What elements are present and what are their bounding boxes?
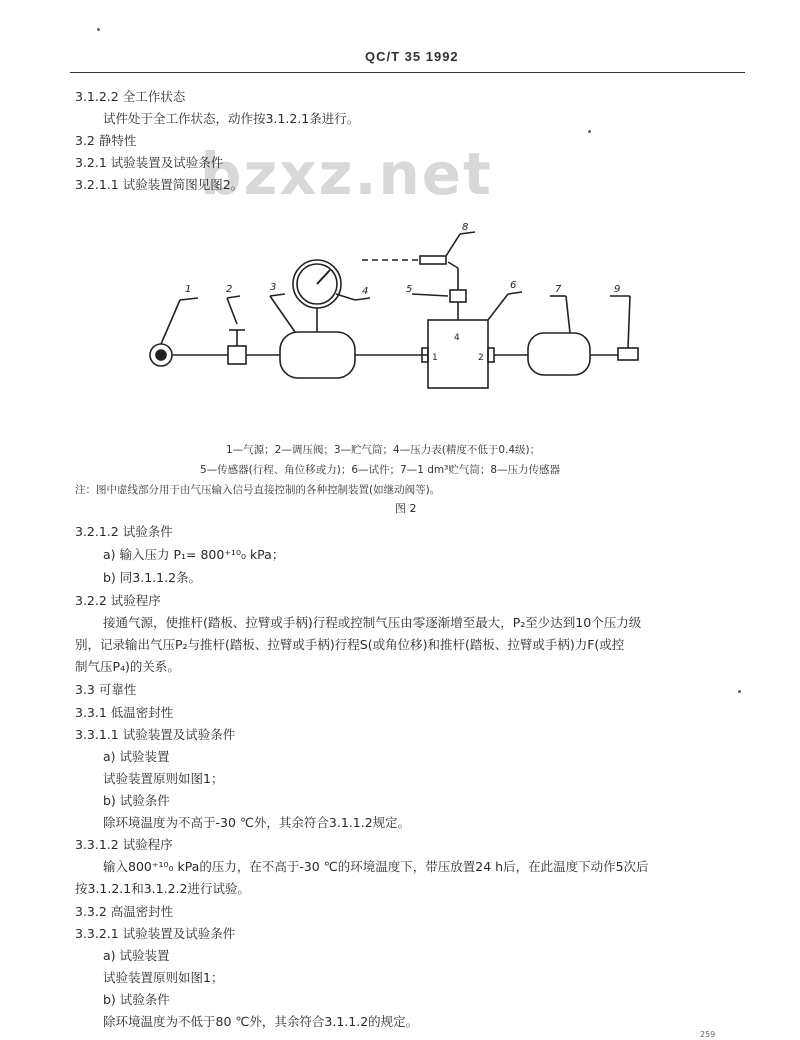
condition-b: b) 同3.1.1.2条。 (103, 570, 202, 585)
section-3-1-2-2: 3.1.2.2 全工作状态 (75, 89, 186, 104)
procedure-line-3: 制气压P₄)的关系。 (75, 659, 180, 674)
condition-a: a) 输入压力 P₁= 800⁺¹⁰₀ kPa； (103, 547, 285, 562)
scan-speck (738, 690, 741, 693)
low-temp-procedure-2: 按3.1.2.1和3.1.2.2进行试验。 (75, 881, 250, 896)
sensor-icon (450, 290, 466, 302)
item-b-conditions: b) 试验条件 (103, 793, 170, 808)
section-3-2-1: 3.2.1 试验装置及试验条件 (75, 155, 224, 170)
low-temp-condition: 除环境温度为不高于-30 ℃外，其余符合3.1.1.2规定。 (103, 815, 411, 830)
callout-4: 4 (362, 286, 369, 297)
figure-caption-line-2: 5—传感器(行程、角位移或力)；6—试件；7—1 dm³贮气筒；8—压力传感器 (200, 464, 561, 476)
setup-reference: 试验装置原则如图1； (103, 771, 224, 786)
callout-9: 9 (614, 284, 621, 295)
section-3-3: 3.3 可靠性 (75, 682, 137, 697)
scan-speck (588, 130, 591, 133)
section-3-3-2: 3.3.2 高温密封性 (75, 904, 174, 919)
low-temp-procedure-1: 输入800⁺¹⁰₀ kPa的压力，在不高于-30 ℃的环境温度下，带压放置24 h后，在此温度下动作5次后 (103, 859, 649, 874)
section-3-2-1-1: 3.2.1.1 试验装置简图见图2。 (75, 177, 244, 192)
callout-2: 2 (226, 284, 233, 295)
standard-code: QC/T 35 1992 (365, 49, 459, 64)
item-a-setup-2: a) 试验装置 (103, 948, 170, 963)
figure-2-diagram (130, 220, 670, 430)
callout-1: 1 (185, 284, 192, 295)
output-sensor-icon (618, 348, 638, 360)
section-3-3-1-2: 3.3.1.2 试验程序 (75, 837, 173, 852)
item-b-conditions-2: b) 试验条件 (103, 992, 170, 1007)
watermark: bzxz.net (200, 140, 493, 208)
setup-reference-2: 试验装置原则如图1； (103, 970, 224, 985)
high-temp-condition: 除环境温度为不低于80 ℃外，其余符合3.1.1.2的规定。 (103, 1014, 419, 1029)
port-label-4: 4 (454, 333, 460, 343)
header-rule (70, 72, 745, 73)
section-3-3-2-1: 3.3.2.1 试验装置及试验条件 (75, 926, 236, 941)
section-3-2: 3.2 静特性 (75, 133, 137, 148)
paragraph-full-state: 试件处于全工作状态，动作按3.1.2.1条进行。 (103, 111, 360, 126)
callout-6: 6 (510, 280, 517, 291)
figure-note: 注：图中虚线部分用于由气压输入信号直接控制的各种控制装置(如继动阀等)。 (75, 484, 441, 496)
reservoir-icon (280, 332, 355, 378)
callout-7: 7 (555, 284, 562, 295)
procedure-line-1: 接通气源，使推杆(踏板、拉臂或手柄)行程或控制气压由零逐渐增至最大，P₂至少达到10个压力级 (103, 615, 642, 630)
callout-8: 8 (462, 222, 469, 233)
figure-title: 图 2 (395, 502, 417, 515)
callout-3: 3 (270, 282, 277, 293)
callout-5: 5 (406, 284, 413, 295)
pressure-sensor-icon (420, 256, 446, 264)
port-label-2: 2 (478, 353, 484, 363)
figure-caption-line-1: 1—气源；2—调压阀；3—贮气筒；4—压力表(精度不低于0.4级)； (226, 444, 541, 456)
regulator-valve-icon (228, 346, 246, 364)
small-reservoir-icon (528, 333, 590, 375)
section-3-2-2: 3.2.2 试验程序 (75, 593, 161, 608)
procedure-line-2: 别，记录输出气压P₂与推杆(踏板、拉臂或手柄)行程S(或角位移)和推杆(踏板、拉臂或手柄)力F(或控 (75, 637, 625, 652)
item-a-setup: a) 试验装置 (103, 749, 170, 764)
section-3-3-1-1: 3.3.1.1 试验装置及试验条件 (75, 727, 236, 742)
section-3-2-1-2: 3.2.1.2 试验条件 (75, 524, 173, 539)
port-label-1: 1 (432, 353, 438, 363)
scan-speck (97, 28, 100, 31)
section-3-3-1: 3.3.1 低温密封性 (75, 705, 174, 720)
page-number: 259 (700, 1030, 716, 1039)
